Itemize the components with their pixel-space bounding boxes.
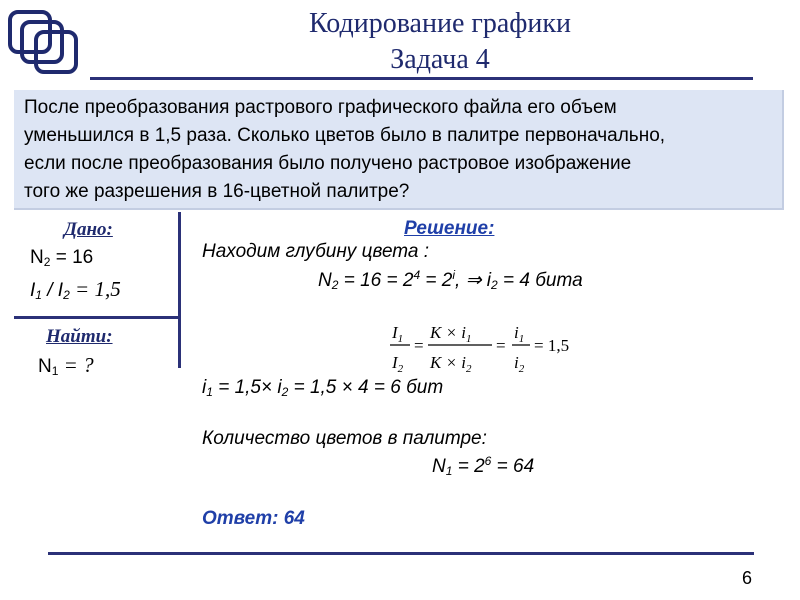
footer-divider: [48, 552, 754, 555]
title-divider: [90, 77, 753, 80]
bits-calculation: $i_1 = 1,5\times i_2 = 1,5 \times 4 = 6$ бит: [202, 377, 444, 399]
colors-intro: Количество цветов в палитре:: [202, 428, 487, 449]
find-label: Найти:: [46, 326, 113, 347]
title-line-2: Задача 4: [390, 44, 490, 75]
f3-den: $i_2$: [514, 353, 525, 375]
times-sign: ×: [341, 377, 353, 398]
given-divider-horizontal: [14, 316, 180, 319]
f2-num: $K \times i_1$: [430, 323, 472, 345]
depth-equation: $N_2 = 16 = 2^4 = 2^i$, ⇒ $i_2 = 4$ бита: [318, 268, 583, 292]
problem-line: После преобразования растрового графического файла его объем: [24, 97, 617, 118]
f1-num: $I_1$: [392, 323, 404, 345]
title-line-1: Кодирование графики: [308, 8, 571, 39]
given-n2: $N_2 = 16$: [30, 247, 94, 269]
f1-den: $I_2$: [392, 353, 404, 375]
depth-intro: Находим глубину цвета :: [202, 241, 430, 262]
answer: Ответ: 64: [202, 508, 305, 529]
find-n1: $N_1$ = ?: [38, 353, 94, 378]
given-divider-vertical: [178, 212, 181, 368]
given-ratio: $I_1 / I_2 = 1,5$: [30, 277, 121, 302]
problem-line: если после преобразования было получено растровое изображение: [24, 153, 632, 174]
given-label: Дано:: [64, 219, 113, 240]
solution-heading: Решение:: [404, 218, 495, 239]
times-sign: ×: [261, 377, 273, 398]
page-number: 6: [742, 568, 753, 588]
problem-line: уменьшился в 1,5 раза. Сколько цветов было в палитре первоначально,: [24, 125, 666, 146]
ratio-formula: [388, 318, 618, 376]
problem-line: того же разрешения в 16-цветной палитре?: [24, 181, 410, 202]
logo-icon: [6, 8, 86, 78]
f3-num: $i_1$: [514, 323, 525, 345]
f2-den: $K \times i_2$: [430, 353, 472, 375]
eq-2: =: [496, 336, 506, 355]
colors-equation: $N_1 = 2^6 = 64$: [432, 454, 535, 478]
eq-1: =: [414, 336, 424, 355]
problem-text: [24, 94, 784, 206]
formula-result: = 1,5: [534, 336, 570, 355]
